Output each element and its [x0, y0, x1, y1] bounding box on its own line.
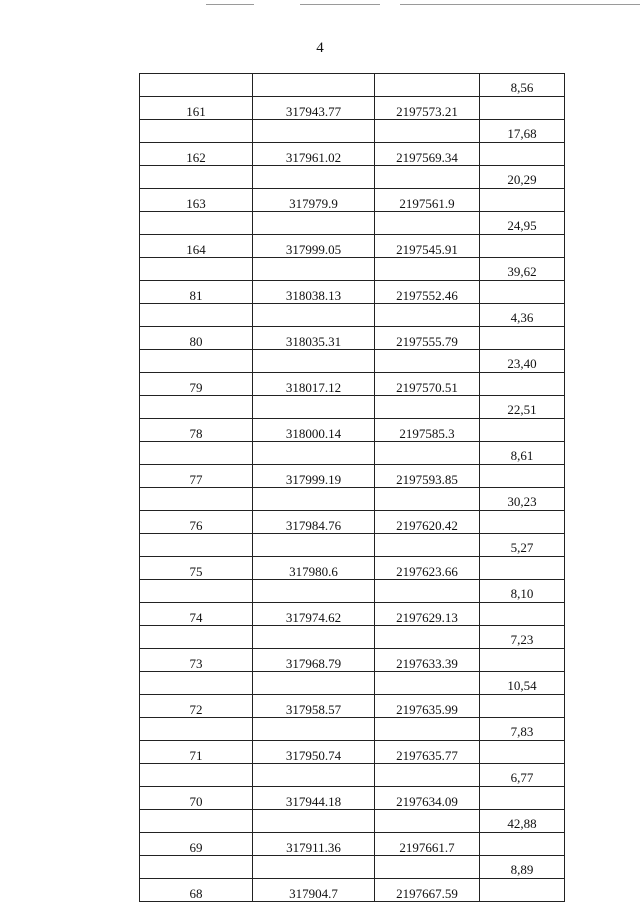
table-row	[140, 373, 565, 396]
table-row	[140, 787, 565, 810]
table-row	[140, 235, 565, 258]
distance-cell	[480, 649, 565, 672]
table-row	[140, 649, 565, 672]
table-row	[140, 810, 565, 833]
point-number-cell	[140, 534, 253, 557]
y-coordinate-cell	[375, 258, 480, 281]
x-coordinate-cell	[253, 120, 375, 143]
x-coordinate-cell: 318038.13	[253, 281, 375, 304]
x-coordinate-cell: 317974.62	[253, 603, 375, 626]
y-coordinate-cell: 2197569.34	[375, 143, 480, 166]
x-coordinate-cell	[253, 166, 375, 189]
distance-cell: 7,23	[480, 626, 565, 649]
point-number-cell	[140, 396, 253, 419]
y-coordinate-cell: 2197629.13	[375, 603, 480, 626]
distance-cell	[480, 189, 565, 212]
x-coordinate-cell	[253, 350, 375, 373]
point-number-cell	[140, 350, 253, 373]
point-number-cell	[140, 626, 253, 649]
distance-cell	[480, 603, 565, 626]
distance-cell: 30,23	[480, 488, 565, 511]
table-row	[140, 120, 565, 143]
point-number-cell	[140, 442, 253, 465]
x-coordinate-cell: 317911.36	[253, 833, 375, 856]
point-number-cell	[140, 120, 253, 143]
table-row	[140, 511, 565, 534]
y-coordinate-cell: 2197585.3	[375, 419, 480, 442]
table-row	[140, 97, 565, 120]
y-coordinate-cell: 2197555.79	[375, 327, 480, 350]
point-number-cell: 74	[140, 603, 253, 626]
x-coordinate-cell: 317958.57	[253, 695, 375, 718]
distance-cell	[480, 465, 565, 488]
x-coordinate-cell: 318017.12	[253, 373, 375, 396]
table-row	[140, 350, 565, 373]
table-row	[140, 833, 565, 856]
distance-cell	[480, 879, 565, 902]
x-coordinate-cell	[253, 626, 375, 649]
x-coordinate-cell: 317999.05	[253, 235, 375, 258]
y-coordinate-cell	[375, 74, 480, 97]
x-coordinate-cell	[253, 580, 375, 603]
table-row	[140, 488, 565, 511]
point-number-cell: 76	[140, 511, 253, 534]
point-number-cell: 161	[140, 97, 253, 120]
point-number-cell	[140, 672, 253, 695]
table-row	[140, 741, 565, 764]
y-coordinate-cell: 2197561.9	[375, 189, 480, 212]
distance-cell: 22,51	[480, 396, 565, 419]
y-coordinate-cell	[375, 350, 480, 373]
x-coordinate-cell: 317979.9	[253, 189, 375, 212]
distance-cell	[480, 327, 565, 350]
distance-cell: 39,62	[480, 258, 565, 281]
distance-cell	[480, 695, 565, 718]
y-coordinate-cell: 2197552.46	[375, 281, 480, 304]
y-coordinate-cell	[375, 166, 480, 189]
distance-cell	[480, 833, 565, 856]
distance-cell: 17,68	[480, 120, 565, 143]
x-coordinate-cell	[253, 534, 375, 557]
point-number-cell: 72	[140, 695, 253, 718]
distance-cell: 8,89	[480, 856, 565, 879]
point-number-cell	[140, 258, 253, 281]
point-number-cell: 75	[140, 557, 253, 580]
table-row	[140, 396, 565, 419]
y-coordinate-cell	[375, 442, 480, 465]
distance-cell: 4,36	[480, 304, 565, 327]
table-row	[140, 327, 565, 350]
table-row	[140, 557, 565, 580]
x-coordinate-cell: 317943.77	[253, 97, 375, 120]
coordinates-table-body	[140, 74, 565, 902]
header-rule-left	[206, 4, 254, 5]
table-row	[140, 879, 565, 902]
table-row	[140, 672, 565, 695]
table-row	[140, 856, 565, 879]
y-coordinate-cell: 2197573.21	[375, 97, 480, 120]
y-coordinate-cell	[375, 396, 480, 419]
y-coordinate-cell: 2197667.59	[375, 879, 480, 902]
x-coordinate-cell: 317999.19	[253, 465, 375, 488]
distance-cell: 10,54	[480, 672, 565, 695]
distance-cell: 5,27	[480, 534, 565, 557]
x-coordinate-cell	[253, 672, 375, 695]
y-coordinate-cell: 2197661.7	[375, 833, 480, 856]
x-coordinate-cell	[253, 488, 375, 511]
point-number-cell: 71	[140, 741, 253, 764]
x-coordinate-cell	[253, 718, 375, 741]
table-row	[140, 189, 565, 212]
x-coordinate-cell: 318000.14	[253, 419, 375, 442]
distance-cell: 24,95	[480, 212, 565, 235]
y-coordinate-cell	[375, 672, 480, 695]
distance-cell: 6,77	[480, 764, 565, 787]
y-coordinate-cell	[375, 534, 480, 557]
distance-cell	[480, 557, 565, 580]
table-row	[140, 74, 565, 97]
point-number-cell	[140, 212, 253, 235]
point-number-cell	[140, 304, 253, 327]
table-row	[140, 695, 565, 718]
point-number-cell	[140, 718, 253, 741]
y-coordinate-cell: 2197634.09	[375, 787, 480, 810]
table-row	[140, 603, 565, 626]
x-coordinate-cell: 318035.31	[253, 327, 375, 350]
distance-cell	[480, 235, 565, 258]
y-coordinate-cell	[375, 810, 480, 833]
distance-cell: 8,56	[480, 74, 565, 97]
distance-cell: 8,61	[480, 442, 565, 465]
x-coordinate-cell	[253, 258, 375, 281]
y-coordinate-cell: 2197635.77	[375, 741, 480, 764]
distance-cell: 8,10	[480, 580, 565, 603]
x-coordinate-cell	[253, 810, 375, 833]
point-number-cell: 80	[140, 327, 253, 350]
y-coordinate-cell: 2197635.99	[375, 695, 480, 718]
distance-cell	[480, 281, 565, 304]
table-row	[140, 304, 565, 327]
header-rule-right	[400, 4, 640, 5]
x-coordinate-cell	[253, 856, 375, 879]
x-coordinate-cell	[253, 212, 375, 235]
distance-cell	[480, 511, 565, 534]
x-coordinate-cell: 317950.74	[253, 741, 375, 764]
x-coordinate-cell	[253, 396, 375, 419]
page-number: 4	[316, 40, 324, 56]
coordinates-table	[139, 73, 565, 902]
point-number-cell: 164	[140, 235, 253, 258]
point-number-cell	[140, 580, 253, 603]
point-number-cell	[140, 856, 253, 879]
y-coordinate-cell: 2197545.91	[375, 235, 480, 258]
point-number-cell	[140, 74, 253, 97]
table-row	[140, 718, 565, 741]
point-number-cell: 73	[140, 649, 253, 672]
y-coordinate-cell: 2197633.39	[375, 649, 480, 672]
table-row	[140, 626, 565, 649]
x-coordinate-cell: 317984.76	[253, 511, 375, 534]
y-coordinate-cell	[375, 718, 480, 741]
distance-cell: 42,88	[480, 810, 565, 833]
distance-cell	[480, 419, 565, 442]
distance-cell: 20,29	[480, 166, 565, 189]
table-row	[140, 465, 565, 488]
y-coordinate-cell	[375, 580, 480, 603]
header-rule-middle	[300, 4, 380, 5]
y-coordinate-cell: 2197623.66	[375, 557, 480, 580]
table-row	[140, 212, 565, 235]
x-coordinate-cell: 317904.7	[253, 879, 375, 902]
distance-cell: 7,83	[480, 718, 565, 741]
y-coordinate-cell: 2197593.85	[375, 465, 480, 488]
y-coordinate-cell	[375, 304, 480, 327]
y-coordinate-cell: 2197620.42	[375, 511, 480, 534]
table-row	[140, 281, 565, 304]
table-row	[140, 143, 565, 166]
x-coordinate-cell	[253, 442, 375, 465]
table-row	[140, 258, 565, 281]
point-number-cell	[140, 488, 253, 511]
point-number-cell: 69	[140, 833, 253, 856]
x-coordinate-cell: 317944.18	[253, 787, 375, 810]
y-coordinate-cell	[375, 626, 480, 649]
y-coordinate-cell	[375, 764, 480, 787]
table-row	[140, 534, 565, 557]
y-coordinate-cell: 2197570.51	[375, 373, 480, 396]
point-number-cell	[140, 166, 253, 189]
table-row	[140, 442, 565, 465]
point-number-cell: 162	[140, 143, 253, 166]
distance-cell: 23,40	[480, 350, 565, 373]
x-coordinate-cell	[253, 304, 375, 327]
table-row	[140, 580, 565, 603]
table-row	[140, 166, 565, 189]
y-coordinate-cell	[375, 120, 480, 143]
x-coordinate-cell: 317968.79	[253, 649, 375, 672]
point-number-cell: 68	[140, 879, 253, 902]
x-coordinate-cell	[253, 74, 375, 97]
point-number-cell: 81	[140, 281, 253, 304]
x-coordinate-cell: 317961.02	[253, 143, 375, 166]
distance-cell	[480, 143, 565, 166]
x-coordinate-cell: 317980.6	[253, 557, 375, 580]
point-number-cell	[140, 764, 253, 787]
point-number-cell: 70	[140, 787, 253, 810]
table-row	[140, 419, 565, 442]
point-number-cell: 79	[140, 373, 253, 396]
distance-cell	[480, 373, 565, 396]
y-coordinate-cell	[375, 212, 480, 235]
point-number-cell	[140, 810, 253, 833]
distance-cell	[480, 97, 565, 120]
point-number-cell: 78	[140, 419, 253, 442]
point-number-cell: 77	[140, 465, 253, 488]
distance-cell	[480, 741, 565, 764]
x-coordinate-cell	[253, 764, 375, 787]
distance-cell	[480, 787, 565, 810]
y-coordinate-cell	[375, 488, 480, 511]
y-coordinate-cell	[375, 856, 480, 879]
point-number-cell: 163	[140, 189, 253, 212]
table-row	[140, 764, 565, 787]
